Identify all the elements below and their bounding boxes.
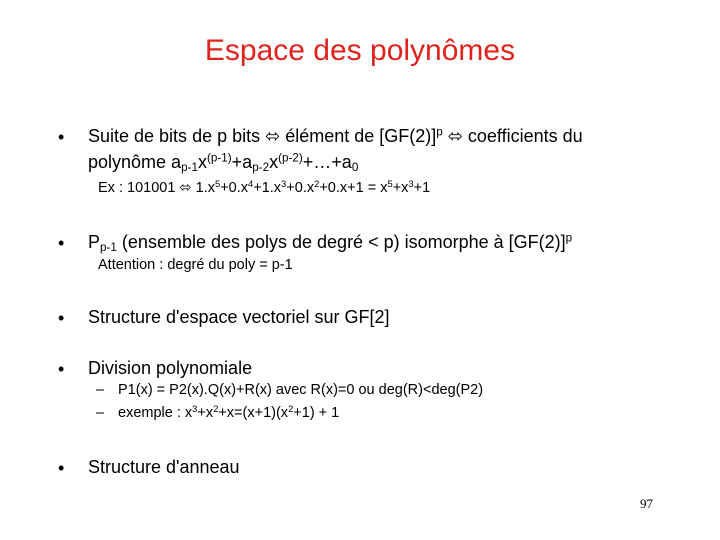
bullet-marker: • bbox=[58, 127, 65, 147]
bullet-marker: • bbox=[58, 359, 65, 379]
double-arrow-icon: ⬄ bbox=[447, 126, 463, 146]
bullet-1-line-1: Suite de bits de p bits ⬄ élément de $[GF(2)]^p$ ⬄ coefficients du bbox=[88, 125, 583, 146]
bullet-1-line-2: polynôme $a_{p-1}x^{(p-1)}+a_{p-2}x^{(p-2)}+\dots+a_0$ bbox=[88, 151, 359, 174]
bullet-4-sub-1: – P1(x) = P2(x).Q(x)+R(x) avec R(x)=0 ou deg(R)<deg(P2) bbox=[96, 382, 484, 398]
bullet-marker: • bbox=[58, 308, 65, 328]
bullet-4-sub-2: – exemple : $x^3+x^2+x=(x+1)(x^2+1) + 1$ bbox=[96, 402, 340, 421]
bullet-marker: • bbox=[58, 233, 65, 253]
double-arrow-icon: ⬄ bbox=[265, 126, 281, 146]
dash-marker: – bbox=[96, 405, 105, 421]
bullet-5-text: Structure d'anneau bbox=[88, 457, 240, 477]
bullet-marker: • bbox=[58, 458, 65, 478]
bullet-2-text: $P_{p-1}$ (ensemble des polys de degré < p) isomorphe à $[GF(2)]^p$ bbox=[88, 231, 573, 254]
double-arrow-icon: ⬄ bbox=[179, 180, 192, 196]
bullet-2-note: Attention : degré du poly = p-1 bbox=[98, 257, 293, 273]
bullet-3-text: Structure d'espace vectoriel sur GF[2] bbox=[88, 307, 390, 327]
bullet-4-text: Division polynomiale bbox=[88, 358, 253, 378]
bullet-1-example: Ex : 101001 ⬄ $1.x^5+0.x^4+1.x^3+0.x^2+0.x+1 = x^5+x^3+1$ bbox=[98, 177, 431, 196]
slide-title: Espace des polynômes bbox=[204, 34, 516, 67]
page-number: 97 bbox=[640, 496, 653, 511]
dash-marker: – bbox=[96, 382, 105, 398]
